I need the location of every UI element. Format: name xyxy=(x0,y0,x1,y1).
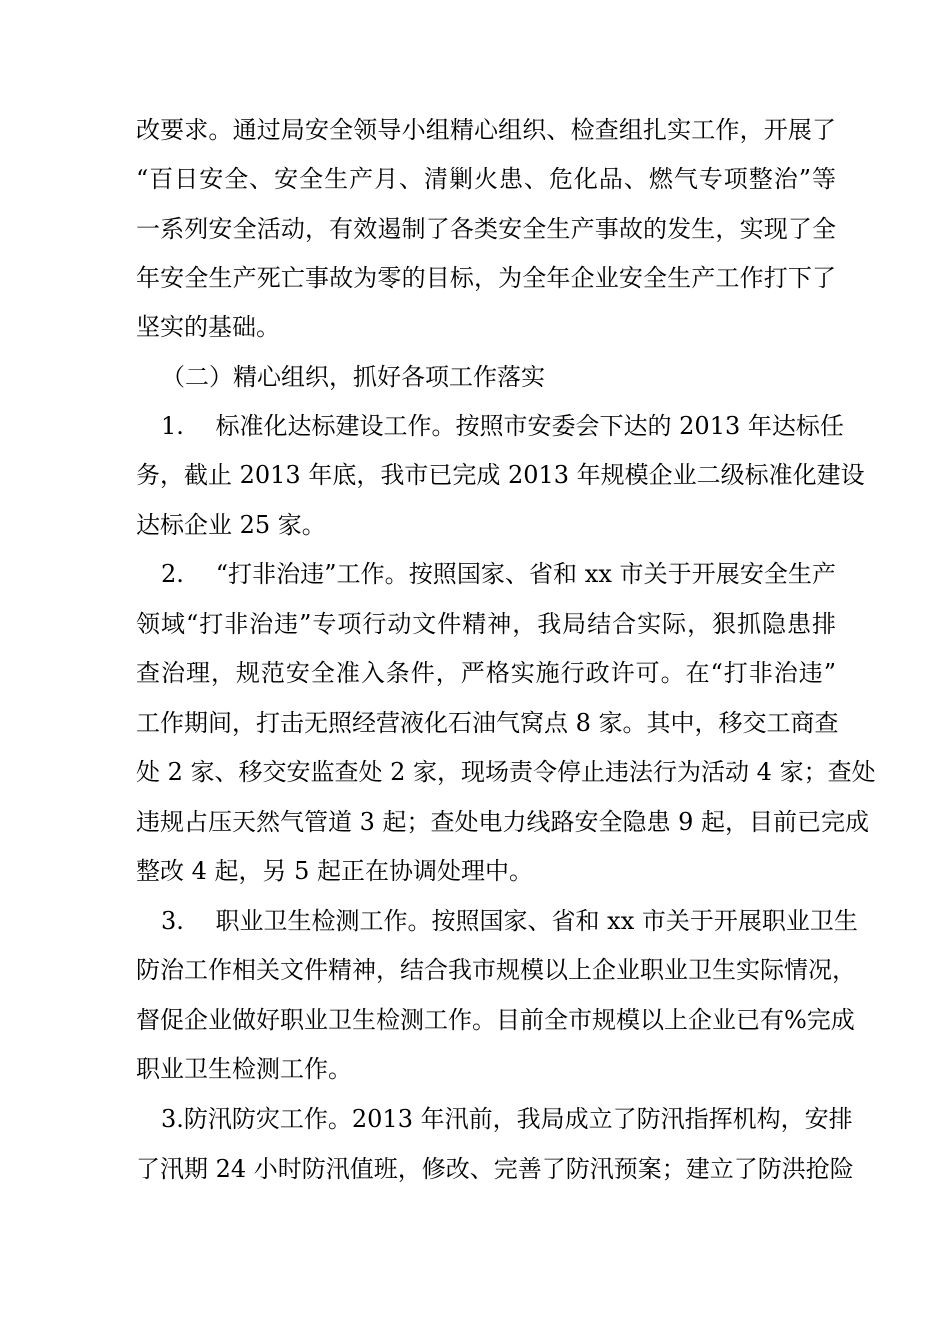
text-line-3: 一系列安全活动，有效遏制了各类安全生产事故的发生，实现了全 xyxy=(136,215,836,243)
text-line-18: 防治工作相关文件精神，结合我市规模以上企业职业卫生实际情况， xyxy=(136,956,856,984)
text-line-17: 3. 职业卫生检测工作。按照国家、省和 xx 市关于开展职业卫生 xyxy=(161,907,858,935)
text-line-13: 工作期间，打击无照经营液化石油气窝点 8 家。其中，移交工商查 xyxy=(136,709,839,737)
text-line-20: 职业卫生检测工作。 xyxy=(136,1055,352,1083)
text-line-10: 2. “打非治违”工作。按照国家、省和 xx 市关于开展安全生产 xyxy=(161,560,836,588)
text-line-7: 1. 标准化达标建设工作。按照市安委会下达的 2013 年达标任 xyxy=(161,412,844,440)
text-line-15: 违规占压天然气管道 3 起；查处电力线路安全隐患 9 起，目前已完成 xyxy=(136,808,870,836)
text-line-22: 了汛期 24 小时防汛值班，修改、完善了防汛预案；建立了防洪抢险 xyxy=(136,1155,854,1183)
text-line-21: 3.防汛防灾工作。2013 年汛前，我局成立了防汛指挥机构，安排 xyxy=(161,1105,853,1133)
text-line-12: 查治理，规范安全准入条件，严格实施行政许可。在“打非治违” xyxy=(136,659,836,687)
text-line-11: 领域“打非治违”专项行动文件精神，我局结合实际，狠抓隐患排 xyxy=(136,610,836,638)
text-line-14: 处 2 家、移交安监查处 2 家，现场责令停止违法行为活动 4 家；查处 xyxy=(136,758,876,786)
section-heading: （二）精心组织，抓好各项工作落实 xyxy=(161,363,545,391)
text-line-9: 达标企业 25 家。 xyxy=(136,511,326,539)
text-line-8: 务，截止 2013 年底，我市已完成 2013 年规模企业二级标准化建设 xyxy=(136,461,865,489)
text-line-4: 年安全生产死亡事故为零的目标，为全年企业安全生产工作打下了 xyxy=(136,264,836,292)
text-line-2: “百日安全、安全生产月、清剿火患、危化品、燃气专项整治”等 xyxy=(136,165,836,193)
text-line-19: 督促企业做好职业卫生检测工作。目前全市规模以上企业已有%完成 xyxy=(136,1006,855,1034)
text-line-5: 坚实的基础。 xyxy=(136,313,280,341)
text-line-16: 整改 4 起，另 5 起正在协调处理中。 xyxy=(136,857,534,885)
text-line-1: 改要求。通过局安全领导小组精心组织、检查组扎实工作，开展了 xyxy=(136,116,836,144)
